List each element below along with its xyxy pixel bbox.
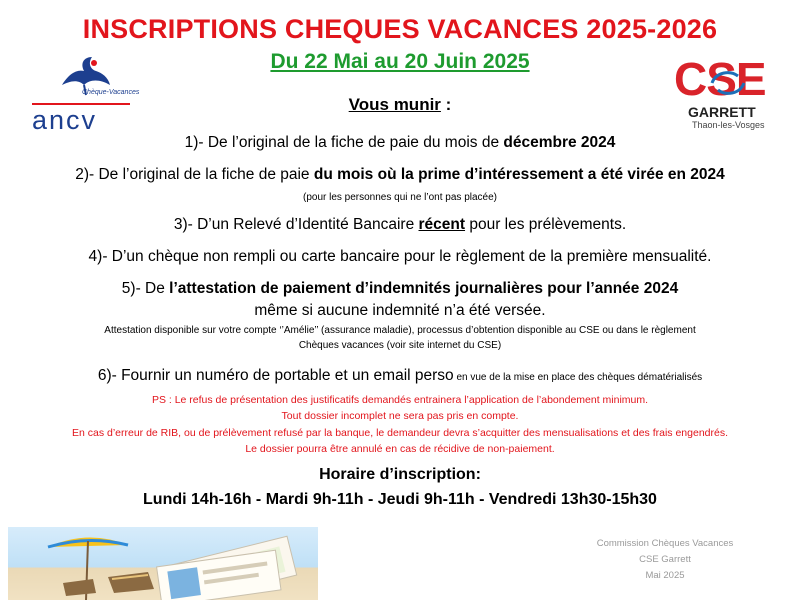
footer-commission: Commission Chèques Vacances xyxy=(596,538,734,549)
ancv-subtitle: Chèque-Vacances xyxy=(82,89,140,96)
section-heading: Vous munir : xyxy=(348,95,452,114)
cse-location: Thaon-les-Vosges xyxy=(692,120,765,130)
footer-cse: CSE Garrett xyxy=(639,554,691,565)
beach-cheques-image xyxy=(8,527,318,600)
requirement-5-note1: Attestation disponible sur votre compte ‘’Amélie’’ (assurance maladie), processus d’obtention disponible au CSE ou dans le règlement xyxy=(104,325,696,336)
ps-line: PS : Le refus de présentation des justificatifs demandés entrainera l’application de l’abondement minimum. xyxy=(151,394,649,406)
requirement-2: 2)- De l’original de la fiche de paie du mois où la prime d’intéressement a été virée en 2024 xyxy=(75,166,725,183)
requirement-3: 3)- D’un Relevé d’Identité Bancaire récent pour les prélèvements. xyxy=(173,216,627,233)
cse-letters: CSE xyxy=(674,53,766,105)
ps-line: Tout dossier incomplet ne sera pas pris en compte. xyxy=(281,410,519,422)
footer-date: Mai 2025 xyxy=(645,570,685,581)
registration-dates: Du 22 Mai au 20 Juin 2025 xyxy=(270,50,530,73)
beach-illustration xyxy=(8,527,318,600)
ps-line: Le dossier pourra être annulé en cas de récidive de non-paiement. xyxy=(245,443,555,455)
requirement-5-note2: Chèques vacances (voir site internet du CSE) xyxy=(298,340,502,351)
cse-name: GARRETT xyxy=(688,104,756,120)
schedule-title: Horaire d’inscription: xyxy=(319,466,481,483)
cse-logo xyxy=(668,53,788,132)
page-title: INSCRIPTIONS CHEQUES VACANCES 2025-2026 xyxy=(82,14,718,44)
requirement-6: 6)- Fournir un numéro de portable et un email perso en vue de la mise en place des chèques dématérialisés xyxy=(97,367,703,384)
schedule-line: Lundi 14h-16h - Mardi 9h-11h - Jeudi 9h-11h - Vendredi 13h30-15h30 xyxy=(143,491,657,508)
requirement-5-line2: même si aucune indemnité n’a été versée. xyxy=(254,302,546,319)
requirement-1: 1)- De l’original de la fiche de paie du mois de décembre 2024 xyxy=(184,134,616,151)
requirement-5: 5)- De l’attestation de paiement d’indemnités journalières pour l’année 2024 xyxy=(121,280,679,297)
ancv-brand: ancv xyxy=(32,105,98,135)
ps-line: En cas d’erreur de RIB, ou de prélèvement refusé par la banque, le demandeur devra s’acquitter des mensualisations et des frais engendrés. xyxy=(71,427,729,439)
requirement-2-note: (pour les personnes qui ne l’ont pas placée) xyxy=(302,192,497,203)
requirement-4: 4)- D’un chèque non rempli ou carte bancaire pour le règlement de la première mensualité. xyxy=(88,248,712,265)
